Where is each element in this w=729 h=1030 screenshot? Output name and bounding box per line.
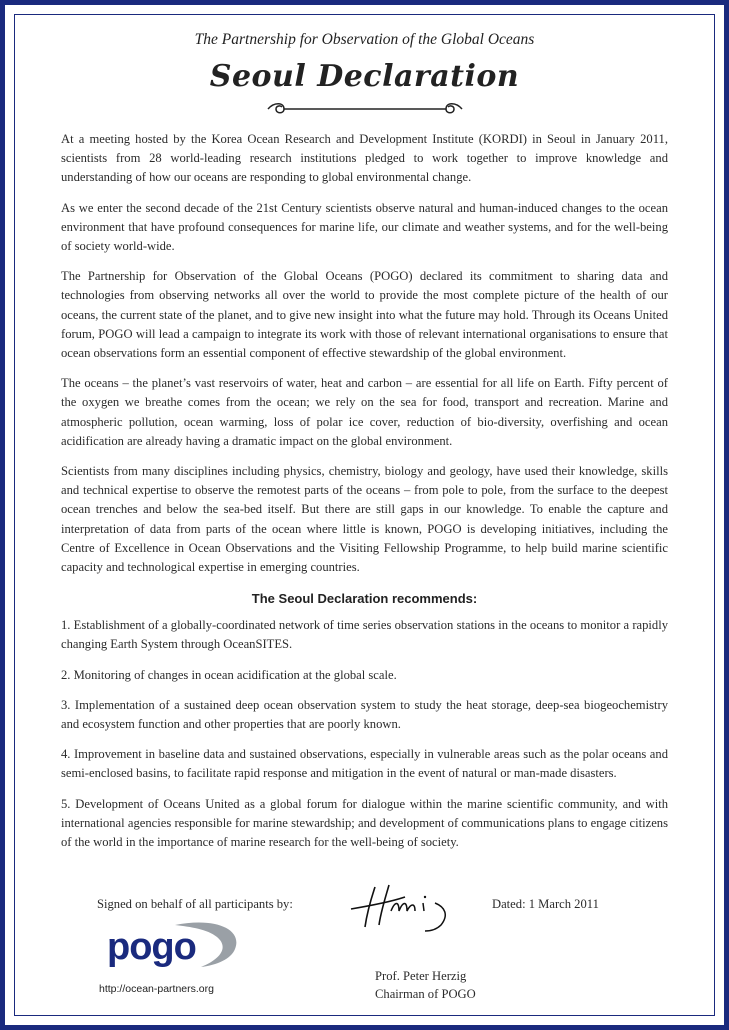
handwritten-signature <box>345 881 475 941</box>
paragraph-intro: At a meeting hosted by the Korea Ocean Research and Development Institute (KORDI) in Seoul in January 2011, scientists from 28 world-leading research institutions pledged to work together to improve knowledge and understanding of how our oceans are responding to global environmental change. <box>61 132 668 185</box>
title-flourish-ornament <box>260 100 470 118</box>
recommendation-item: 4. Improvement in baseline data and sustained observations, especially in vulnerable areas such as the polar oceans and semi-enclosed basins, to facilitate rapid response and mitigation in the event of natural or man-made disasters. <box>61 747 668 781</box>
recommendation-item: 5. Development of Oceans United as a global forum for dialogue within the marine scientific community, and with international agencies responsible for marine stewardship; and development of communications plans to engage citizens of the world in the importance of marine research for the well-being of society. <box>61 796 668 850</box>
svg-text:pogo: pogo <box>107 926 196 968</box>
document-content <box>61 31 668 852</box>
website-url: http://ocean-partners.org <box>99 983 214 995</box>
recommendation-item: 1. Establishment of a globally-coordinated network of time series observation stations in the oceans to monitor a rapidly changing Earth System through OceanSITES. <box>61 618 668 652</box>
recommendation-item: 3. Implementation of a sustained deep ocean observation system to study the heat storage, deep-sea biogeochemistry and ecosystem function and other properties that are poorly known. <box>61 697 668 732</box>
signed-on-behalf-label: Signed on behalf of all participants by: <box>97 897 293 911</box>
paragraph-pogo-commitment: The Partnership for Observation of the Global Oceans (POGO) declared its commitment to sharing data and technologies from observing networks all over the world to provide the most complete picture of the health of our oceans, the current state of the planet, and to give new insight into what the future may hold. Through its Oceans United forum, POGO will lead a campaign to integrate its work with those of relevant international organisations to ensure that ocean observations form an essential component of effective stewardship of the global environment. <box>61 269 668 361</box>
paragraph-scientists: Scientists from many disciplines including physics, chemistry, biology and geology, have used their knowledge, skills and technical expertise to observe the remotest parts of the oceans – from pole to pole, from the surface to the deepest ocean trenches and below the sea-bed itself. But there are still gaps in our knowledge. To enable the capture and interpretation of data from parts of the ocean where little is known, POGO is developing initiatives, including the Centre of Excellence in Ocean Observations and the Visiting Fellowship Programme, to help build marine scientific capacity and technological expertise in emerging countries. <box>61 464 668 575</box>
recommendations-heading: The Seoul Declaration recommends: <box>251 591 478 607</box>
signer-title: Chairman of POGO <box>375 987 476 1001</box>
paragraph-oceans-essential: The oceans – the planet’s vast reservoirs of water, heat and carbon – are essential for all life on Earth. Fifty percent of the oxygen we breathe comes from the ocean; we rely on the sea for food, transport and recreation. Marine and atmospheric pollution, ocean warming, loss of polar ice cover, reduction of bio-diversity, overfishing and ocean acidification are already having a dramatic impact on the global environment. <box>61 376 668 448</box>
signer-name: Prof. Peter Herzig <box>375 969 467 983</box>
signer-block <box>375 967 476 1003</box>
pogo-logo <box>105 919 245 975</box>
document-title: Seoul Declaration <box>209 59 520 94</box>
recommendation-item: 2. Monitoring of changes in ocean acidification at the global scale. <box>61 667 397 682</box>
signature-section <box>5 881 724 1021</box>
date-signed: Dated: 1 March 2011 <box>492 897 599 911</box>
paragraph-second-decade: As we enter the second decade of the 21st Century scientists observe natural and human-induced changes to the ocean environment that have profound consequences for marine life, our climate and weather systems, and for the well-being of society world-wide. <box>61 200 668 254</box>
document-subtitle: The Partnership for Observation of the Global Oceans <box>194 31 535 48</box>
